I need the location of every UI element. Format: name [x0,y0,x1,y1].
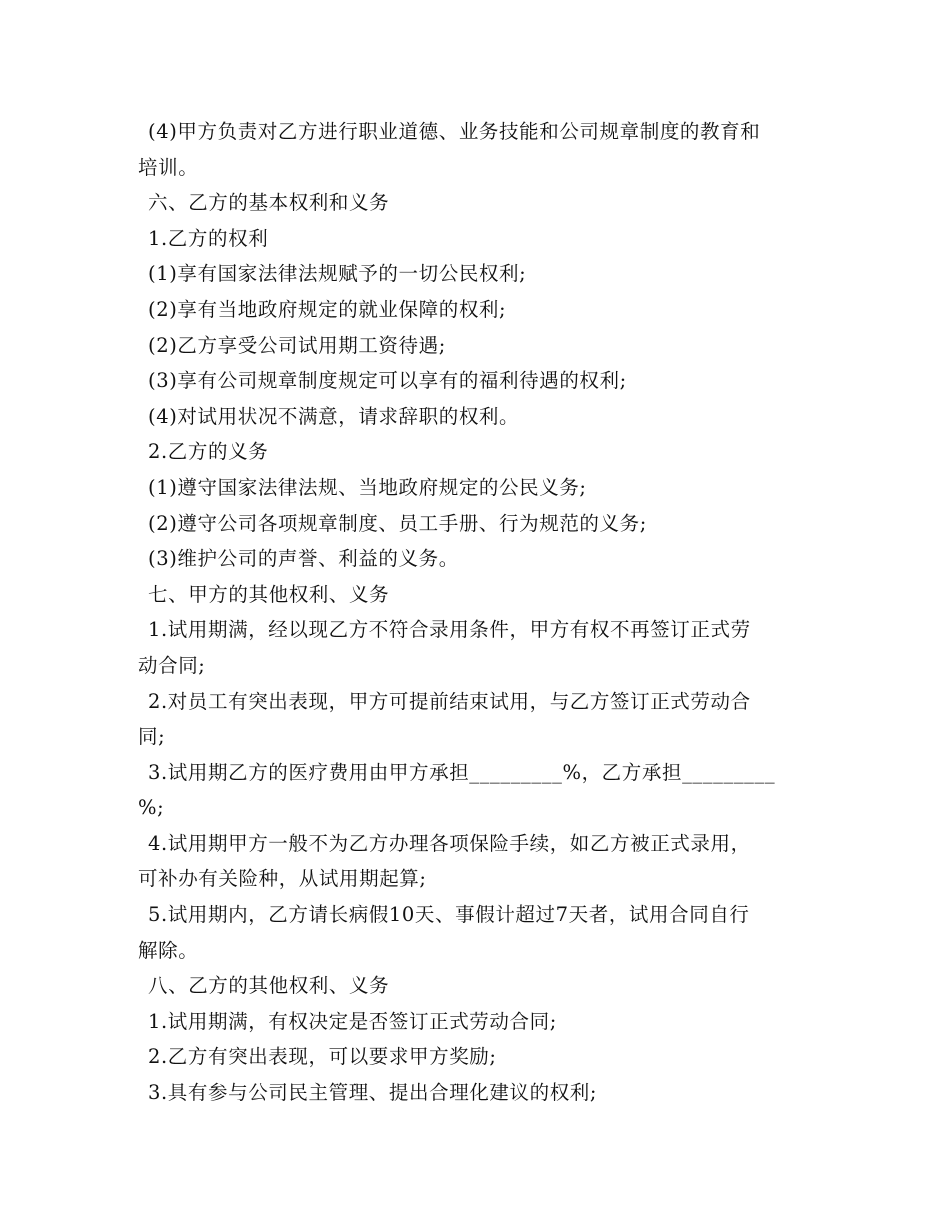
list-item: (2)享有当地政府规定的就业保障的权利; [148,297,507,321]
list-item: (2)遵守公司各项规章制度、员工手册、行为规范的义务; [148,511,647,535]
list-item: 4.试用期甲方一般不为乙方办理各项保险手续，如乙方被正式录用， [148,831,751,855]
list-item: 5.试用期内，乙方请长病假10天、事假计超过7天者，试用合同自行 [148,903,750,927]
list-item: 3.具有参与公司民主管理、提出合理化建议的权利; [148,1081,598,1105]
list-item: (3)维护公司的声誉、利益的义务。 [148,547,459,571]
list-item: 2.对员工有突出表现，甲方可提前结束试用，与乙方签订正式劳动合 [148,689,751,713]
list-item: (1)遵守国家法律法规、当地政府规定的公民义务; [148,475,587,499]
subsection-heading: 2.乙方的义务 [148,440,269,464]
paragraph-line: 可补办有关险种，从试用期起算; [138,867,427,891]
list-item: 1.试用期满，经以现乙方不符合录用条件，甲方有权不再签订正式劳 [148,618,751,642]
list-item: (3)享有公司规章制度规定可以享有的福利待遇的权利; [148,369,627,393]
paragraph-line: 培训。 [138,155,199,179]
paragraph-line: (4)甲方负责对乙方进行职业道德、业务技能和公司规章制度的教育和 [148,120,761,143]
list-item: (4)对试用状况不满意，请求辞职的权利。 [148,404,520,428]
list-item: 1.试用期满，有权决定是否签订正式劳动合同; [148,1009,557,1033]
paragraph-line: 动合同; [138,653,206,677]
list-item: (1)享有国家法律法规赋予的一切公民权利; [148,262,527,286]
list-item: 2.乙方有突出表现，可以要求甲方奖励; [148,1045,497,1069]
paragraph-line: 解除。 [138,938,199,962]
list-item: 3.试用期乙方的医疗费用由甲方承担_________%，乙方承担_________ [148,760,776,784]
section-heading: 七、甲方的其他权利、义务 [148,582,390,606]
list-item: (2)乙方享受公司试用期工资待遇; [148,333,446,357]
paragraph-line: 同; [138,725,166,749]
paragraph-line: %; [138,796,165,820]
section-heading: 六、乙方的基本权利和义务 [148,191,390,215]
section-heading: 八、乙方的其他权利、义务 [148,974,390,998]
subsection-heading: 1.乙方的权利 [148,226,269,250]
document-page [138,114,814,1111]
